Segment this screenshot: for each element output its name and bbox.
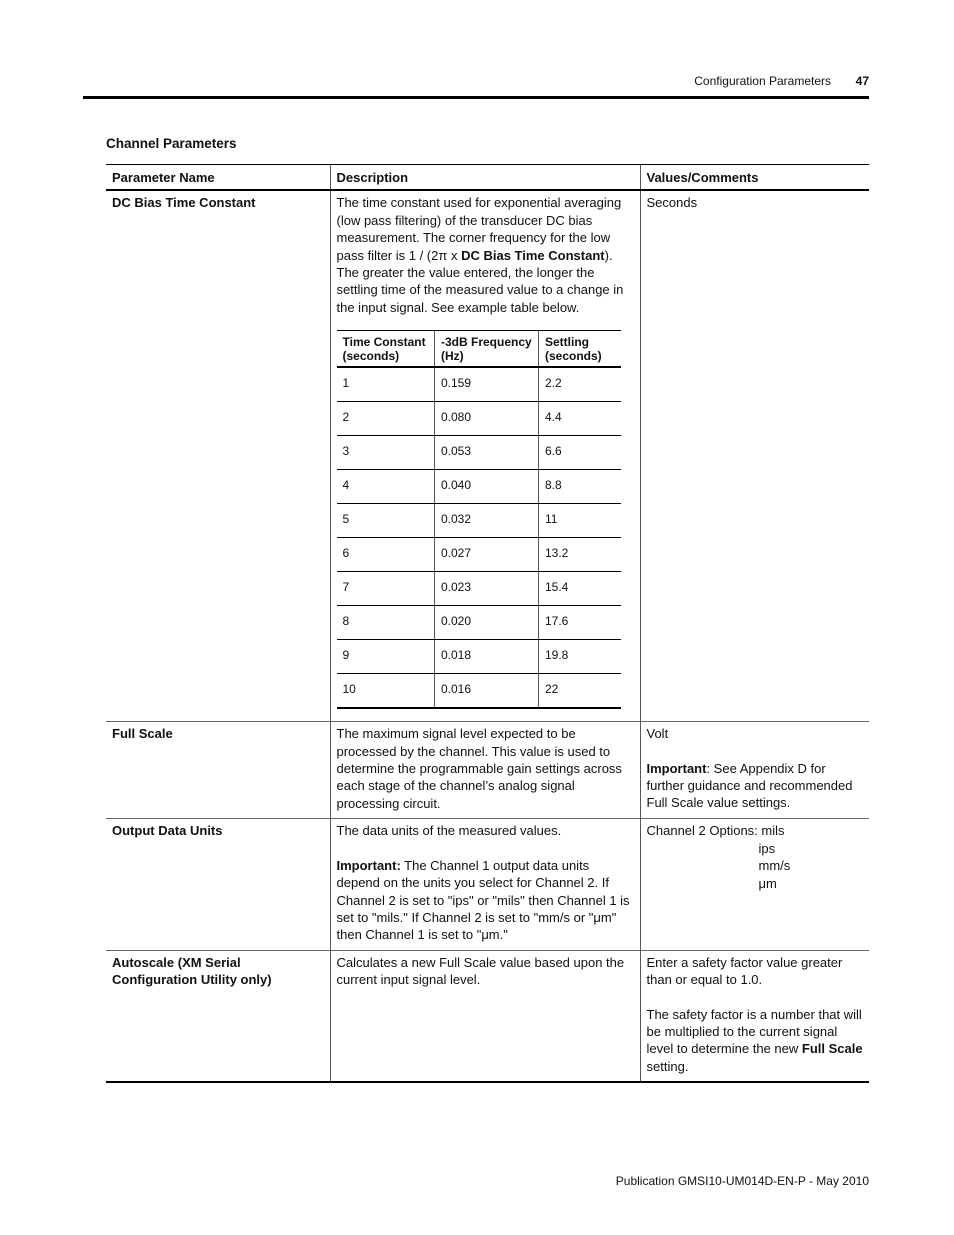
parameter-description [330, 190, 640, 721]
parameter-description: The maximum signal level expected to be processed by the channel. This value is used to determine the programmable gain settings across each stage of the channel’s analog signal processing circuit. [330, 722, 640, 819]
subtable-row [337, 367, 621, 402]
subtable-header: -3dB Frequency (Hz) [435, 331, 539, 368]
important-label: Important: [336, 857, 401, 873]
table-row [106, 722, 869, 819]
publication-footer: Publication GMSI10-UM014D-EN-P - May 2010 [615, 1174, 869, 1188]
page-header [0, 74, 869, 92]
section-title: Configuration Parameters [694, 74, 831, 88]
important-text: The Channel 1 output data units depend on the units you select for Channel 2. If Channel 2 is set to "ips" or "mils" then Channel 1 is set to "mils." If Channel 2 is set to "mm/s or "μm" then Channel 1 is set to "μm." [336, 857, 630, 943]
cell: 7 [337, 572, 435, 606]
cell: 6.6 [539, 436, 621, 470]
cell: 0.053 [435, 436, 539, 470]
cell: 8.8 [539, 470, 621, 504]
header-rule [83, 96, 869, 99]
cell: 0.016 [435, 674, 539, 709]
cell: 2.2 [539, 367, 621, 402]
cell: 0.023 [435, 572, 539, 606]
cell: 0.040 [435, 470, 539, 504]
description-text: ). The greater the value entered, the longer the settling time of the measured value to a change in the input signal. See example table below. [336, 247, 624, 315]
cell: 0.080 [435, 402, 539, 436]
table-header-row [106, 165, 869, 191]
table-row [106, 190, 869, 721]
subtable-header-row [337, 331, 621, 368]
cell: 4 [337, 470, 435, 504]
important-label: Important [646, 760, 707, 776]
cell: 6 [337, 538, 435, 572]
cell: 3 [337, 436, 435, 470]
cell: 17.6 [539, 606, 621, 640]
important-text: : See Appendix D for further guidance and recommended Full Scale value settings. [646, 760, 853, 811]
parameter-value [640, 950, 869, 1082]
subtable-row [337, 606, 621, 640]
parameter-name: Autoscale (XM Serial Configuration Utility only) [106, 950, 330, 1082]
table-row [106, 950, 869, 1082]
description-bold: DC Bias Time Constant [461, 247, 605, 263]
subtable-row [337, 640, 621, 674]
options-line [647, 822, 864, 839]
subtable-row [337, 572, 621, 606]
option-item: ips [758, 840, 776, 856]
cell: 0.020 [435, 606, 539, 640]
value-text-part: setting. [646, 1058, 689, 1074]
cell: 15.4 [539, 572, 621, 606]
option-item: mm/s [758, 858, 791, 874]
subtable-row [337, 402, 621, 436]
pi-symbol: π [438, 247, 448, 263]
table-row [106, 819, 869, 950]
column-header: Parameter Name [106, 165, 330, 191]
cell: 4.4 [539, 402, 621, 436]
subtable-header: Settling (seconds) [539, 331, 621, 368]
subtable-row [337, 538, 621, 572]
description-text: x [447, 247, 462, 263]
value-bold: Full Scale [801, 1041, 863, 1057]
value-text: Volt [646, 726, 669, 742]
subtable-row [337, 504, 621, 538]
cell: 11 [539, 504, 621, 538]
cell: 1 [337, 367, 435, 402]
cell: 0.027 [435, 538, 539, 572]
cell: 9 [337, 640, 435, 674]
parameter-description [330, 819, 640, 950]
value-text-part: The safety factor is a number that will be multiplied to the current signal level to determine the new [646, 1006, 862, 1057]
cell: 0.032 [435, 504, 539, 538]
cell: 0.159 [435, 367, 539, 402]
column-header: Description [330, 165, 640, 191]
description-text: The time constant used for exponential averaging (low pass filtering) of the transducer DC bias measurement. The corner frequency for the low pass filter is 1 / (2 [336, 195, 622, 263]
cell: 0.018 [435, 640, 539, 674]
parameter-name: DC Bias Time Constant [106, 190, 330, 721]
options-label: Channel 2 Options: [646, 823, 762, 839]
important-note [337, 857, 634, 944]
option-item: mils [761, 823, 785, 839]
column-header: Values/Comments [640, 165, 869, 191]
cell: 19.8 [539, 640, 621, 674]
parameter-value [640, 819, 869, 950]
parameter-name: Output Data Units [106, 819, 330, 950]
table-title: Channel Parameters [106, 136, 237, 151]
important-note [647, 760, 864, 812]
parameter-description: Calculates a new Full Scale value based upon the current input signal level. [330, 950, 640, 1082]
cell: 13.2 [539, 538, 621, 572]
description-text: The data units of the measured values. [336, 823, 562, 839]
cell: 2 [337, 402, 435, 436]
cell: 5 [337, 504, 435, 538]
parameter-name: Full Scale [106, 722, 330, 819]
parameter-value [640, 722, 869, 819]
cell: 22 [539, 674, 621, 709]
channel-parameters-table [106, 164, 869, 1083]
subtable-header: Time Constant (seconds) [337, 331, 435, 368]
page-number: 47 [855, 74, 869, 88]
value-text: Enter a safety factor value greater than or equal to 1.0. [646, 954, 843, 988]
value-text [647, 1006, 864, 1076]
cell: 10 [337, 674, 435, 709]
cell: 8 [337, 606, 435, 640]
subtable-row [337, 436, 621, 470]
parameter-value: Seconds [640, 190, 869, 721]
subtable-row [337, 470, 621, 504]
subtable-row [337, 674, 621, 709]
option-item: μm [758, 875, 777, 891]
time-constant-table [337, 330, 621, 709]
